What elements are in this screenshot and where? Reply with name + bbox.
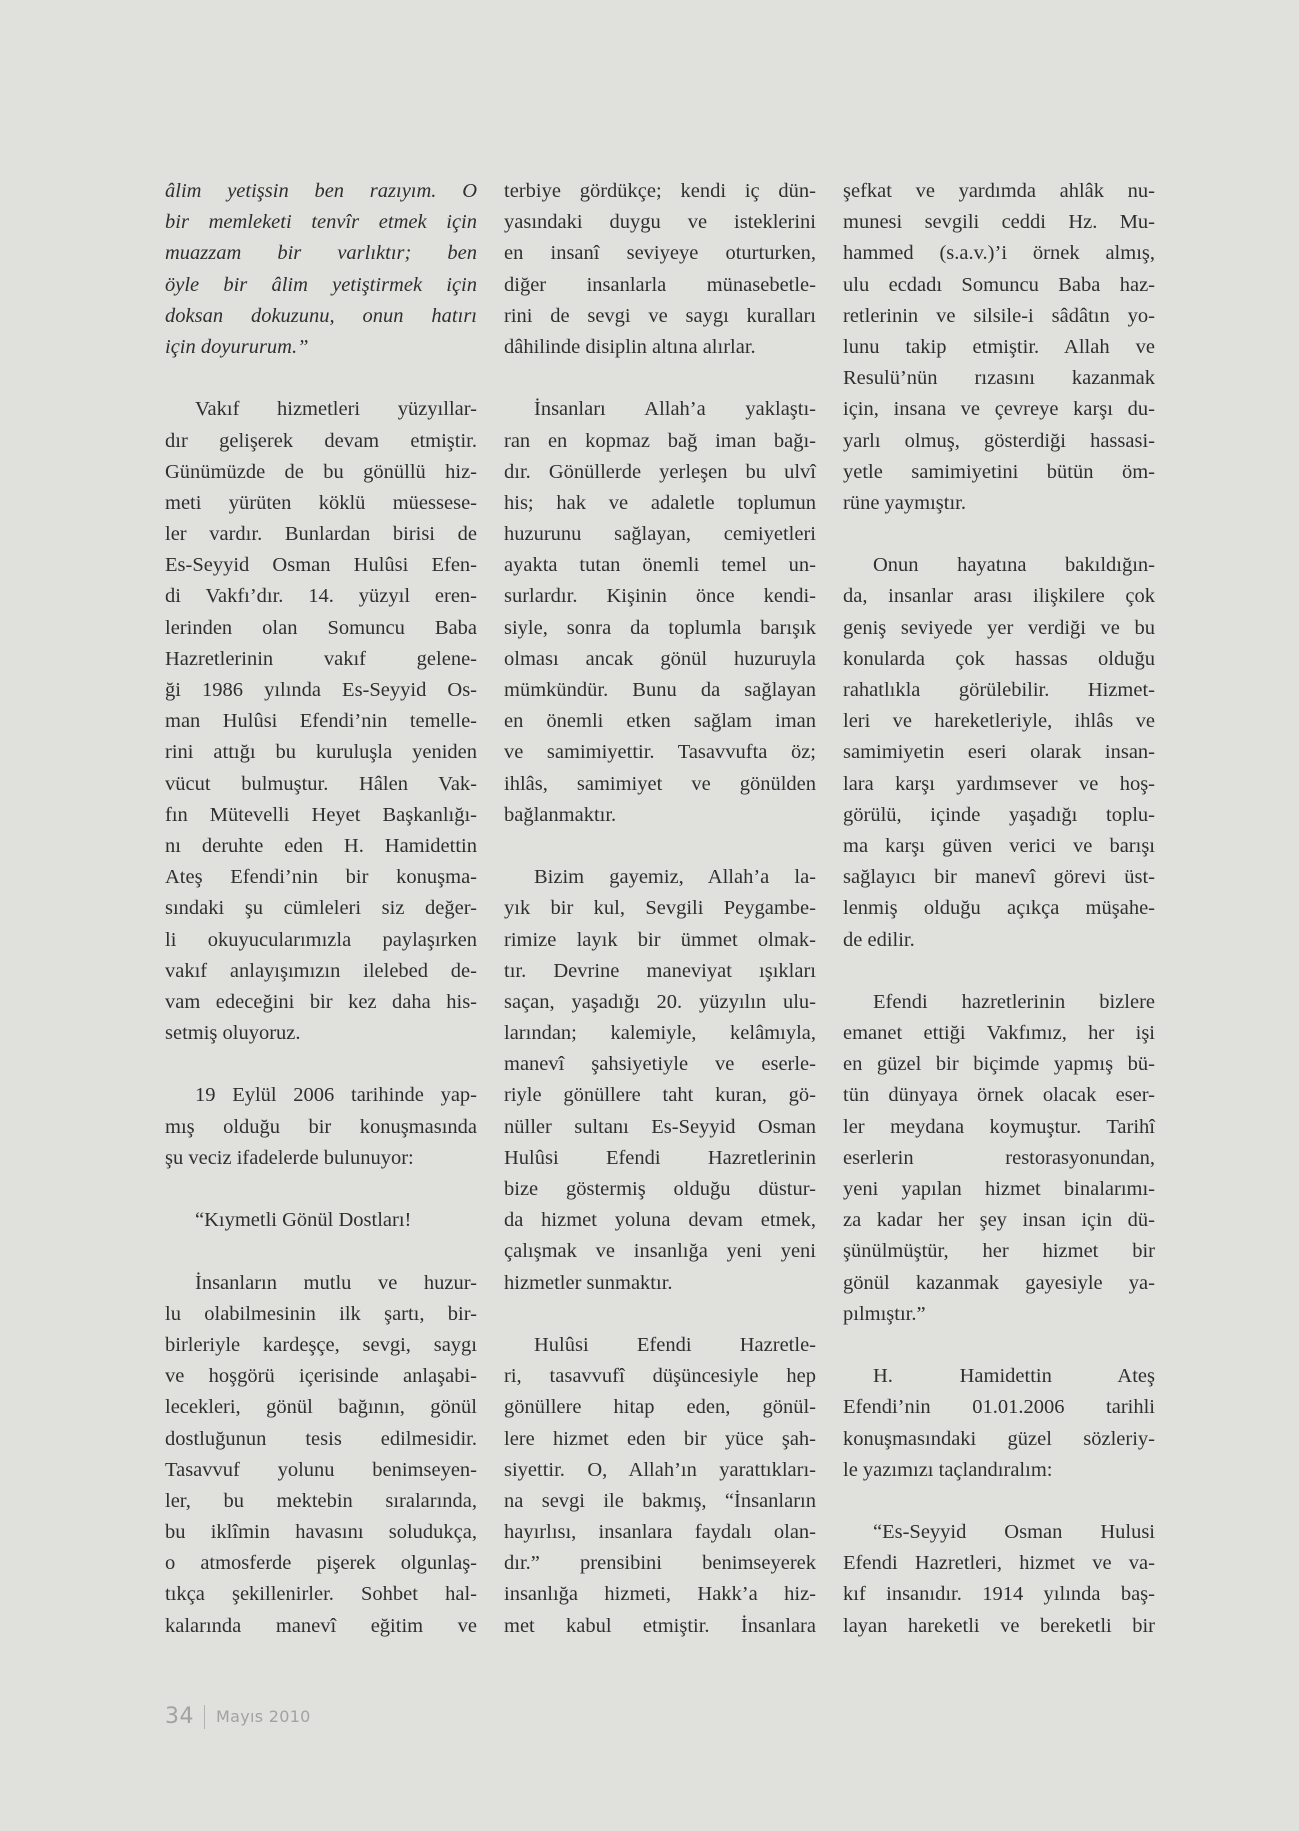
text-line: dır. Gönüllerde yerleşen bu ulvî: [504, 460, 816, 483]
text-line: man Hulûsi Efendi’nin temelle-: [165, 710, 477, 733]
text-line: âlim yetişsin ben razıyım. O: [165, 180, 477, 202]
text-line: surlardır. Kişinin önce kendi-: [504, 585, 816, 608]
text-line: Efendi’nin 01.01.2006 tarihli: [843, 1396, 1155, 1419]
text-line: olması ancak gönül huzuruyla: [504, 647, 816, 670]
text-line: ma karşı güven verici ve barışı: [843, 834, 1155, 857]
text-line: ği 1986 yılında Es-Seyyid Os-: [165, 679, 477, 701]
paragraph-gap: [504, 1299, 816, 1330]
text-column-3: [843, 176, 1155, 1642]
text-line: vam edeceğini bir kez daha his-: [165, 990, 477, 1013]
text-line: sağlayıcı bir manevî görevi üst-: [843, 866, 1155, 889]
page-footer: [165, 1704, 311, 1729]
text-line: ler meydana koymuştur. Tarihî: [843, 1115, 1155, 1138]
text-line: kalarında manevî eğitim ve: [165, 1614, 477, 1637]
text-line: dır gelişerek devam etmiştir.: [165, 429, 477, 452]
text-line: en önemli etken sağlam iman: [504, 710, 816, 733]
footer-divider: [204, 1705, 205, 1729]
text-line: layan hareketli ve bereketli bir: [843, 1614, 1155, 1637]
text-line: lere hizmet eden bir yüce şah-: [504, 1427, 816, 1450]
text-line: en insanî seviyeye oturturken,: [504, 242, 816, 265]
text-line: rimize layık bir ümmet olmak-: [504, 928, 816, 951]
text-line: yeni yapılan hizmet binalarımı-: [843, 1178, 1155, 1200]
text-line: nüller sultanı Es-Seyyid Osman: [504, 1115, 816, 1138]
text-line: doksan dokuzunu, onun hatırı: [165, 304, 477, 327]
text-line: rüne yaymıştır.: [843, 491, 966, 514]
text-line: yasındaki duygu ve isteklerini: [504, 211, 816, 234]
paragraph-gap: [165, 1174, 477, 1205]
text-line: hayırlısı, insanlara faydalı olan-: [504, 1521, 816, 1544]
text-line: larından; kalemiyle, kelâmıyla,: [504, 1022, 816, 1045]
text-line: Ateş Efendi’nin bir konuşma-: [165, 866, 477, 889]
text-line: görülü, içinde yaşadığı toplu-: [843, 803, 1155, 826]
text-line: emanet ettiği Vakfımız, her işi: [843, 1022, 1155, 1045]
text-line: setmiş oluyoruz.: [165, 1022, 301, 1045]
text-line: tır. Devrine maneviyat ışıkları: [504, 959, 816, 982]
paragraph-gap: [504, 831, 816, 862]
text-line: li okuyucularımızla paylaşırken: [165, 928, 477, 951]
text-line: tün dünyaya örnek olacak eser-: [843, 1084, 1155, 1107]
text-line: Hulûsi Efendi Hazretlerinin: [504, 1146, 816, 1169]
text-line: ler, bu mektebin sıralarında,: [165, 1489, 477, 1512]
text-line: ri, tasavvufî düşüncesiyle hep: [504, 1365, 816, 1388]
text-line: his; hak ve adaletle toplumun: [504, 491, 816, 514]
text-line: riyle gönüllere taht kuran, gö-: [504, 1084, 816, 1107]
text-line: şünülmüştür, her hizmet bir: [843, 1240, 1155, 1263]
text-line: lunu takip etmiştir. Allah ve: [843, 335, 1155, 358]
text-line: Es-Seyyid Osman Hulûsi Efen-: [165, 554, 477, 577]
paragraph-gap: [843, 956, 1155, 987]
text-line: hizmetler sunmaktır.: [504, 1271, 673, 1294]
text-line: saçan, yaşadığı 20. yüzyılın ulu-: [504, 990, 816, 1013]
text-line: vakıf anlayışımızın ilelebed de-: [165, 959, 477, 982]
text-line: lenmiş olduğu açıkça müşahe-: [843, 897, 1155, 920]
text-line: eserlerin restorasyonundan,: [843, 1146, 1155, 1169]
text-line: lerinden olan Somuncu Baba: [165, 616, 477, 639]
text-line: ihlâs, samimiyet ve gönülden: [504, 772, 816, 795]
text-line: şefkat ve yardımda ahlâk nu-: [843, 180, 1155, 202]
text-line: bağlanmaktır.: [504, 803, 617, 826]
text-line: tıkça şekillenirler. Sohbet hal-: [165, 1583, 477, 1606]
text-line: H. Hamidettin Ateş: [873, 1365, 1155, 1388]
text-line: lecekleri, gönül bağının, gönül: [165, 1396, 477, 1419]
text-line: le yazımızı taçlandıralım:: [843, 1458, 1053, 1481]
text-line: da, insanlar arası ilişkilere çok: [843, 585, 1155, 608]
text-line: munesi sevgili ceddi Hz. Mu-: [843, 211, 1155, 234]
text-line: Onun hayatına bakıldığın-: [873, 554, 1155, 577]
text-line: retlerinin ve silsile-i sâdâtın yo-: [843, 304, 1155, 327]
issue-date: Mayıs 2010: [216, 1707, 311, 1726]
text-line: en güzel bir biçimde yapmış bü-: [843, 1053, 1155, 1076]
text-line: pılmıştır.”: [843, 1302, 926, 1325]
text-column-2: [504, 176, 816, 1642]
text-line: di Vakfı’dır. 14. yüzyıl eren-: [165, 585, 477, 608]
paragraph-gap: [165, 1236, 477, 1267]
text-line: ve hoşgörü içerisinde anlaşabi-: [165, 1365, 477, 1388]
text-line: Hazretlerinin vakıf gelene-: [165, 647, 477, 670]
text-line: fın Mütevelli Heyet Başkanlığı-: [165, 803, 477, 826]
text-line: gönül kazanmak gayesiyle ya-: [843, 1271, 1155, 1294]
text-line: için, insana ve çevreye karşı du-: [843, 398, 1155, 421]
text-line: mış olduğu bir konuşmasında: [165, 1115, 477, 1138]
paragraph-gap: [843, 1486, 1155, 1517]
text-line: diğer insanlarla münasebetle-: [504, 273, 816, 296]
text-line: siyettir. O, Allah’ın yarattıkları-: [504, 1458, 816, 1481]
text-line: konuşmasındaki güzel sözleriy-: [843, 1427, 1155, 1450]
text-line: konularda çok hassas olduğu: [843, 647, 1155, 670]
text-line: İnsanları Allah’a yaklaştı-: [534, 398, 816, 421]
text-line: za kadar her şey insan için dü-: [843, 1209, 1155, 1232]
text-line: na sevgi ile bakmış, “İnsanların: [504, 1489, 816, 1512]
text-line: ve samimiyettir. Tasavvufta öz;: [504, 741, 816, 764]
paragraph-gap: [165, 1049, 477, 1080]
text-line: rini attığı bu kuruluşla yeniden: [165, 741, 477, 764]
page-number: 34: [165, 1704, 194, 1729]
text-line: geniş seviyede yer verdiği ve bu: [843, 616, 1155, 639]
text-line: İnsanların mutlu ve huzur-: [195, 1271, 477, 1294]
text-line: nı deruhte eden H. Hamidettin: [165, 834, 477, 857]
text-line: bu iklîmin havasını soludukça,: [165, 1521, 477, 1544]
text-line: çalışmak ve insanlığa yeni yeni: [504, 1240, 816, 1263]
text-line: rahatlıkla görülebilir. Hizmet-: [843, 679, 1155, 701]
text-line: Tasavvuf yolunu benimseyen-: [165, 1458, 477, 1481]
text-line: Efendi Hazretleri, hizmet ve va-: [843, 1552, 1155, 1575]
text-line: Resulü’nün rızasını kazanmak: [843, 367, 1155, 390]
text-line: birleriyle kardeşçe, sevgi, saygı: [165, 1333, 477, 1356]
paragraph-gap: [843, 519, 1155, 550]
text-line: mümkündür. Bunu da sağlayan: [504, 679, 816, 701]
text-line: ayakta tutan önemli temel un-: [504, 554, 816, 577]
text-line: Günümüzde de bu gönüllü hiz-: [165, 460, 477, 483]
text-line: rini de sevgi ve saygı kuralları: [504, 304, 816, 327]
text-line: da hizmet yoluna devam etmek,: [504, 1209, 816, 1232]
text-line: ler vardır. Bunlardan birisi de: [165, 523, 477, 546]
text-line: o atmosferde pişerek olgunlaş-: [165, 1552, 477, 1575]
text-line: met kabul etmiştir. İnsanlara: [504, 1614, 816, 1637]
paragraph-gap: [843, 1330, 1155, 1361]
text-line: için doyururum.”: [165, 335, 309, 358]
text-line: sındaki şu cümleleri siz değer-: [165, 897, 477, 920]
text-line: insanlığa hizmeti, Hakk’a hiz-: [504, 1583, 816, 1606]
text-line: 19 Eylül 2006 tarihinde yap-: [195, 1084, 477, 1107]
paragraph-gap: [165, 363, 477, 394]
text-line: bir memleketi tenvîr etmek için: [165, 211, 477, 234]
text-line: Hulûsi Efendi Hazretle-: [534, 1333, 816, 1356]
text-line: dâhilinde disiplin altına alırlar.: [504, 335, 756, 358]
text-line: kıf insanıdır. 1914 yılında baş-: [843, 1583, 1155, 1606]
text-line: şu veciz ifadelerde bulunuyor:: [165, 1146, 414, 1169]
text-line: bize göstermiş olduğu düstur-: [504, 1178, 816, 1200]
text-line: siyle, sonra da toplumla barışık: [504, 616, 816, 639]
text-line: yarlı olmuş, gösterdiği hassasi-: [843, 429, 1155, 452]
text-line: gönüllere hitap eden, gönül-: [504, 1396, 816, 1419]
paragraph-gap: [504, 363, 816, 394]
text-column-1: [165, 176, 477, 1642]
text-line: Vakıf hizmetleri yüzyıllar-: [195, 398, 477, 421]
text-line: “Kıymetli Gönül Dostları!: [195, 1209, 412, 1232]
text-line: dır.” prensibini benimseyerek: [504, 1552, 816, 1575]
text-line: hammed (s.a.v.)’i örnek almış,: [843, 242, 1155, 265]
text-line: “Es-Seyyid Osman Hulusi: [873, 1521, 1155, 1544]
text-line: de edilir.: [843, 928, 915, 951]
text-line: vücut bulmuştur. Hâlen Vak-: [165, 772, 477, 795]
text-line: leri ve hareketleriyle, ihlâs ve: [843, 710, 1155, 733]
text-line: samimiyetin eseri olarak insan-: [843, 741, 1155, 764]
text-line: lu olabilmesinin ilk şartı, bir-: [165, 1302, 477, 1325]
text-line: manevî şahsiyetiyle ve eserle-: [504, 1053, 816, 1076]
text-line: öyle bir âlim yetiştirmek için: [165, 273, 477, 296]
text-line: muazzam bir varlıktır; ben: [165, 242, 477, 265]
text-line: meti yürüten köklü müessese-: [165, 491, 477, 514]
text-line: ran en kopmaz bağ iman bağı-: [504, 429, 816, 452]
text-line: terbiye gördükçe; kendi iç dün-: [504, 180, 816, 202]
text-line: Efendi hazretlerinin bizlere: [873, 990, 1155, 1013]
text-line: yık bir kul, Sevgili Peygambe-: [504, 897, 816, 920]
text-line: ulu ecdadı Somuncu Baba haz-: [843, 273, 1155, 296]
text-line: yetle samimiyetini bütün öm-: [843, 460, 1155, 483]
text-line: huzurunu sağlayan, cemiyetleri: [504, 523, 816, 546]
text-line: Bizim gayemiz, Allah’a la-: [534, 866, 816, 889]
text-line: dostluğunun tesis edilmesidir.: [165, 1427, 477, 1450]
text-line: lara karşı yardımsever ve hoş-: [843, 772, 1155, 795]
